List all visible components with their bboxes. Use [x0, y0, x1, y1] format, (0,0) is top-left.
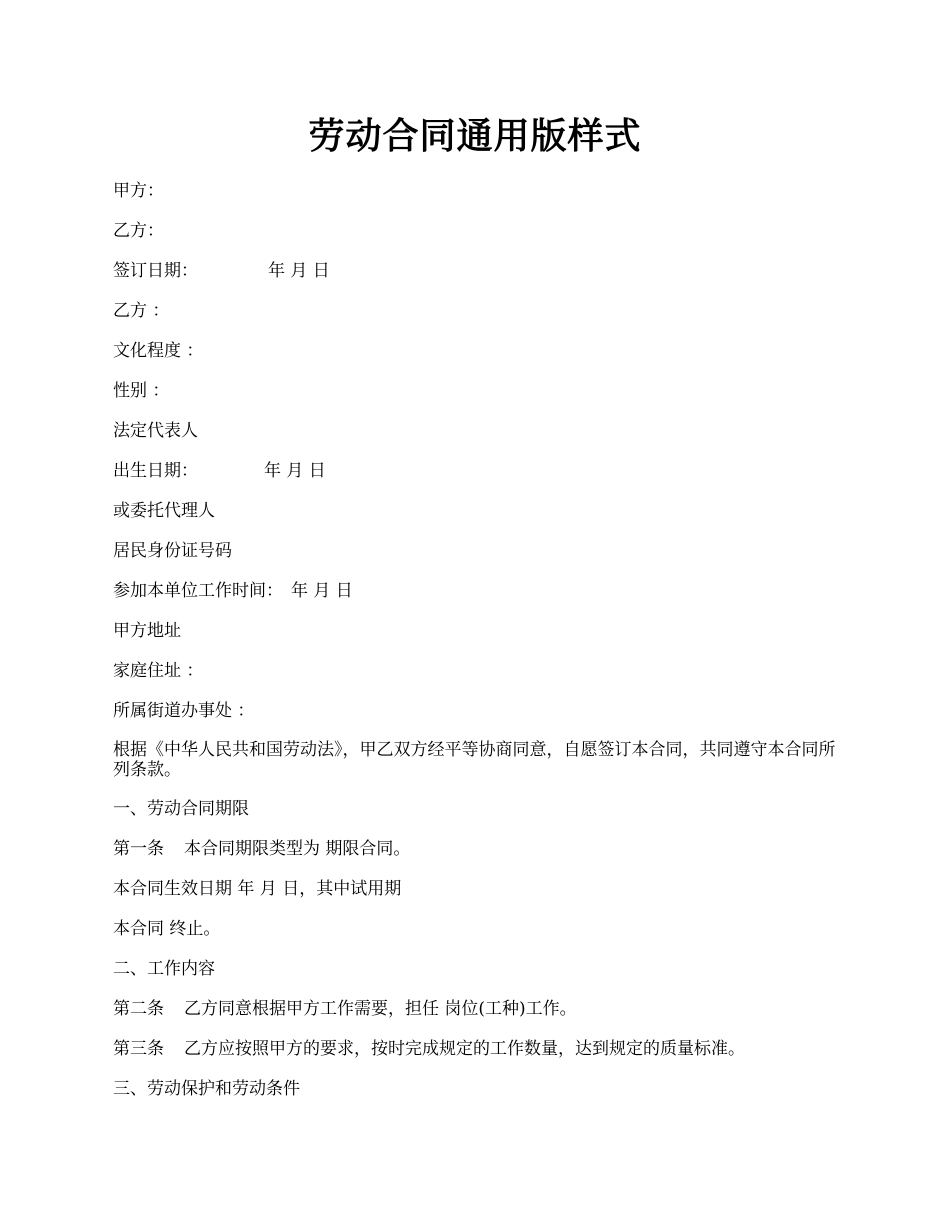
- termination-line: 本合同 终止。: [113, 919, 221, 939]
- article-2-line: [113, 998, 843, 1020]
- article-2-text: 乙方同意根据甲方工作需要，担任 岗位(工种)工作。: [184, 999, 577, 1019]
- article-1-label: 第一条: [113, 839, 164, 859]
- birth-date-label: 出生日期：: [113, 461, 198, 481]
- id-number-line: 居民身份证号码: [113, 541, 232, 561]
- article-1-text: 本合同期限类型为 期限合同。: [184, 839, 411, 859]
- birth-date-value: 年 月 日: [264, 461, 326, 481]
- sign-date-label: 签订日期：: [113, 261, 198, 281]
- party-b-line: 乙方：: [113, 221, 164, 241]
- article-3-line: [113, 1038, 843, 1060]
- gender-line: 性别 ：: [113, 381, 170, 401]
- preamble-paragraph: 根据《中华人民共和国劳动法》，甲乙双方经平等协商同意，自愿签订本合同，共同遵守本合同所列条款。: [113, 740, 836, 780]
- street-office-line: 所属街道办事处 ：: [113, 701, 255, 721]
- article-3-text: 乙方应按照甲方的要求，按时完成规定的工作数量，达到规定的质量标准。: [184, 1039, 745, 1059]
- home-address-line: 家庭住址 ：: [113, 661, 204, 681]
- article-3-label: 第三条: [113, 1039, 164, 1059]
- join-date-value: 年 月 日: [291, 581, 353, 601]
- legal-rep-line: 法定代表人: [113, 421, 198, 441]
- party-a-line: 甲方：: [113, 181, 164, 201]
- party-b2-line: 乙方 ：: [113, 301, 170, 321]
- article-1-line: [113, 838, 843, 860]
- effective-date-line: 本合同生效日期 年 月 日，其中试用期: [113, 879, 402, 899]
- agent-line: 或委托代理人: [113, 501, 215, 521]
- education-line: 文化程度 ：: [113, 341, 204, 361]
- document-title: 劳动合同通用版样式: [308, 115, 642, 157]
- join-date-label: 参加本单位工作时间：: [113, 581, 283, 601]
- sign-date-line: [113, 260, 843, 282]
- birth-date-line: [113, 460, 843, 482]
- section-heading-3: 三、劳动保护和劳动条件: [113, 1079, 300, 1099]
- article-2-label: 第二条: [113, 999, 164, 1019]
- section-heading-1: 一、劳动合同期限: [113, 799, 249, 819]
- party-a-address-line: 甲方地址: [113, 621, 181, 641]
- section-heading-2: 二、工作内容: [113, 959, 215, 979]
- sign-date-value: 年 月 日: [268, 261, 330, 281]
- document-body: [113, 180, 843, 1118]
- join-date-line: [113, 580, 843, 602]
